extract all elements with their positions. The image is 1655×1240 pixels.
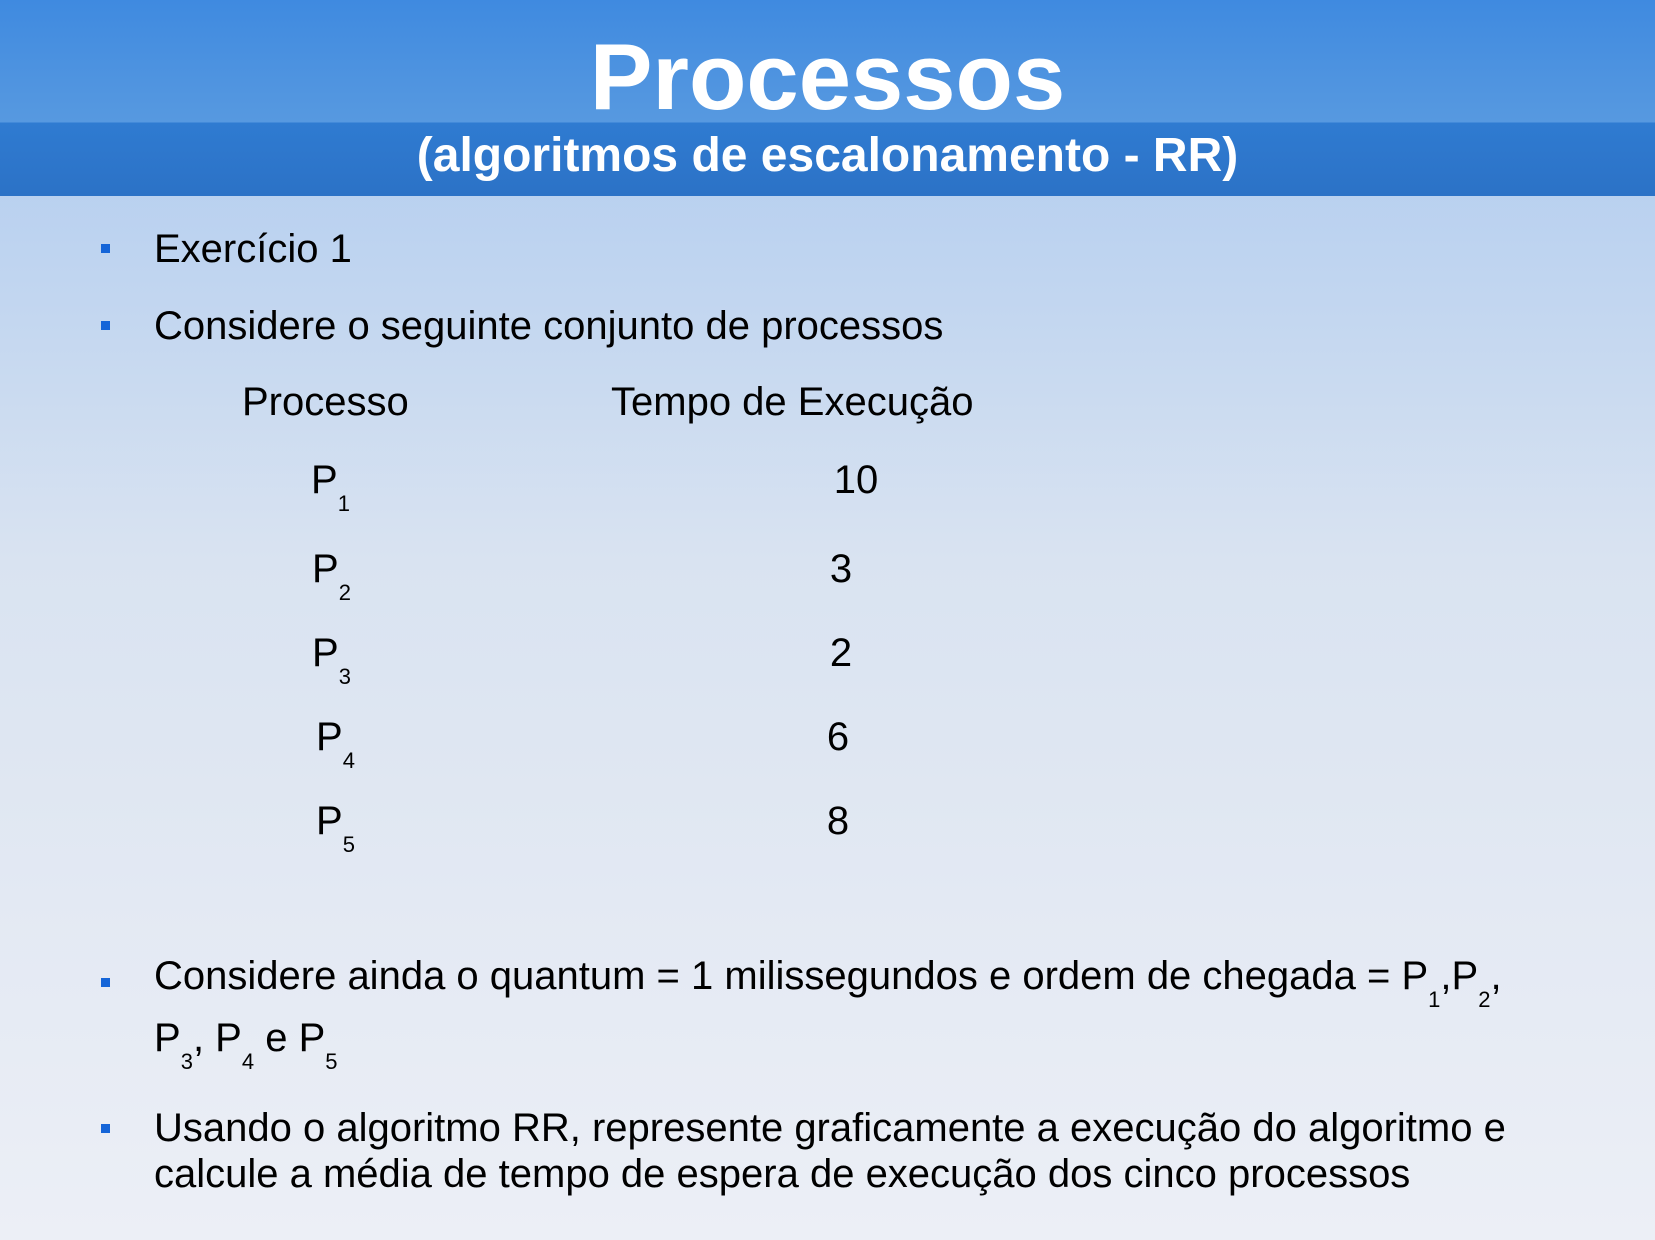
process-time: 3 bbox=[829, 547, 853, 591]
process-name: $P_2$ bbox=[312, 547, 351, 605]
bullet-quantum-line2: $P_3$, $P_4$ e $P_5$ bbox=[154, 1016, 338, 1074]
bullet-quantum-line1: Considere ainda o quantum = 1 milissegundos e ordem de chegada = $P_1,P_2$, bbox=[154, 954, 1502, 1012]
header-exec-time: Tempo de Execução bbox=[611, 380, 974, 424]
slide-title: Processos bbox=[589, 24, 1066, 129]
bullet-marker bbox=[101, 978, 110, 987]
process-time: 6 bbox=[826, 715, 850, 759]
header-process: Processo bbox=[242, 380, 409, 424]
process-name: $P_4$ bbox=[316, 715, 355, 773]
process-name: $P_3$ bbox=[312, 631, 351, 689]
bullet-rr-task-line2: calcule a média de tempo de espera de execução dos cinco processos bbox=[154, 1152, 1411, 1196]
bullet-exercise: Exercício 1 bbox=[154, 227, 352, 271]
bullet-rr-task-line1: Usando o algoritmo RR, represente graficamente a execução do algoritmo e bbox=[154, 1106, 1506, 1150]
process-time: 10 bbox=[833, 458, 879, 502]
process-name: $P_5$ bbox=[316, 799, 355, 857]
slide-subtitle: (algoritmos de escalonamento - RR) bbox=[416, 129, 1239, 182]
bullet-consider-set: Considere o seguinte conjunto de processos bbox=[154, 304, 944, 348]
title-bar bbox=[0, 0, 1655, 196]
process-time: 2 bbox=[829, 631, 853, 675]
process-name: $P_1$ bbox=[311, 458, 350, 516]
bullet-marker bbox=[101, 321, 110, 330]
bullet-marker bbox=[101, 244, 110, 253]
bullet-marker bbox=[101, 1124, 110, 1133]
process-time: 8 bbox=[826, 799, 850, 843]
